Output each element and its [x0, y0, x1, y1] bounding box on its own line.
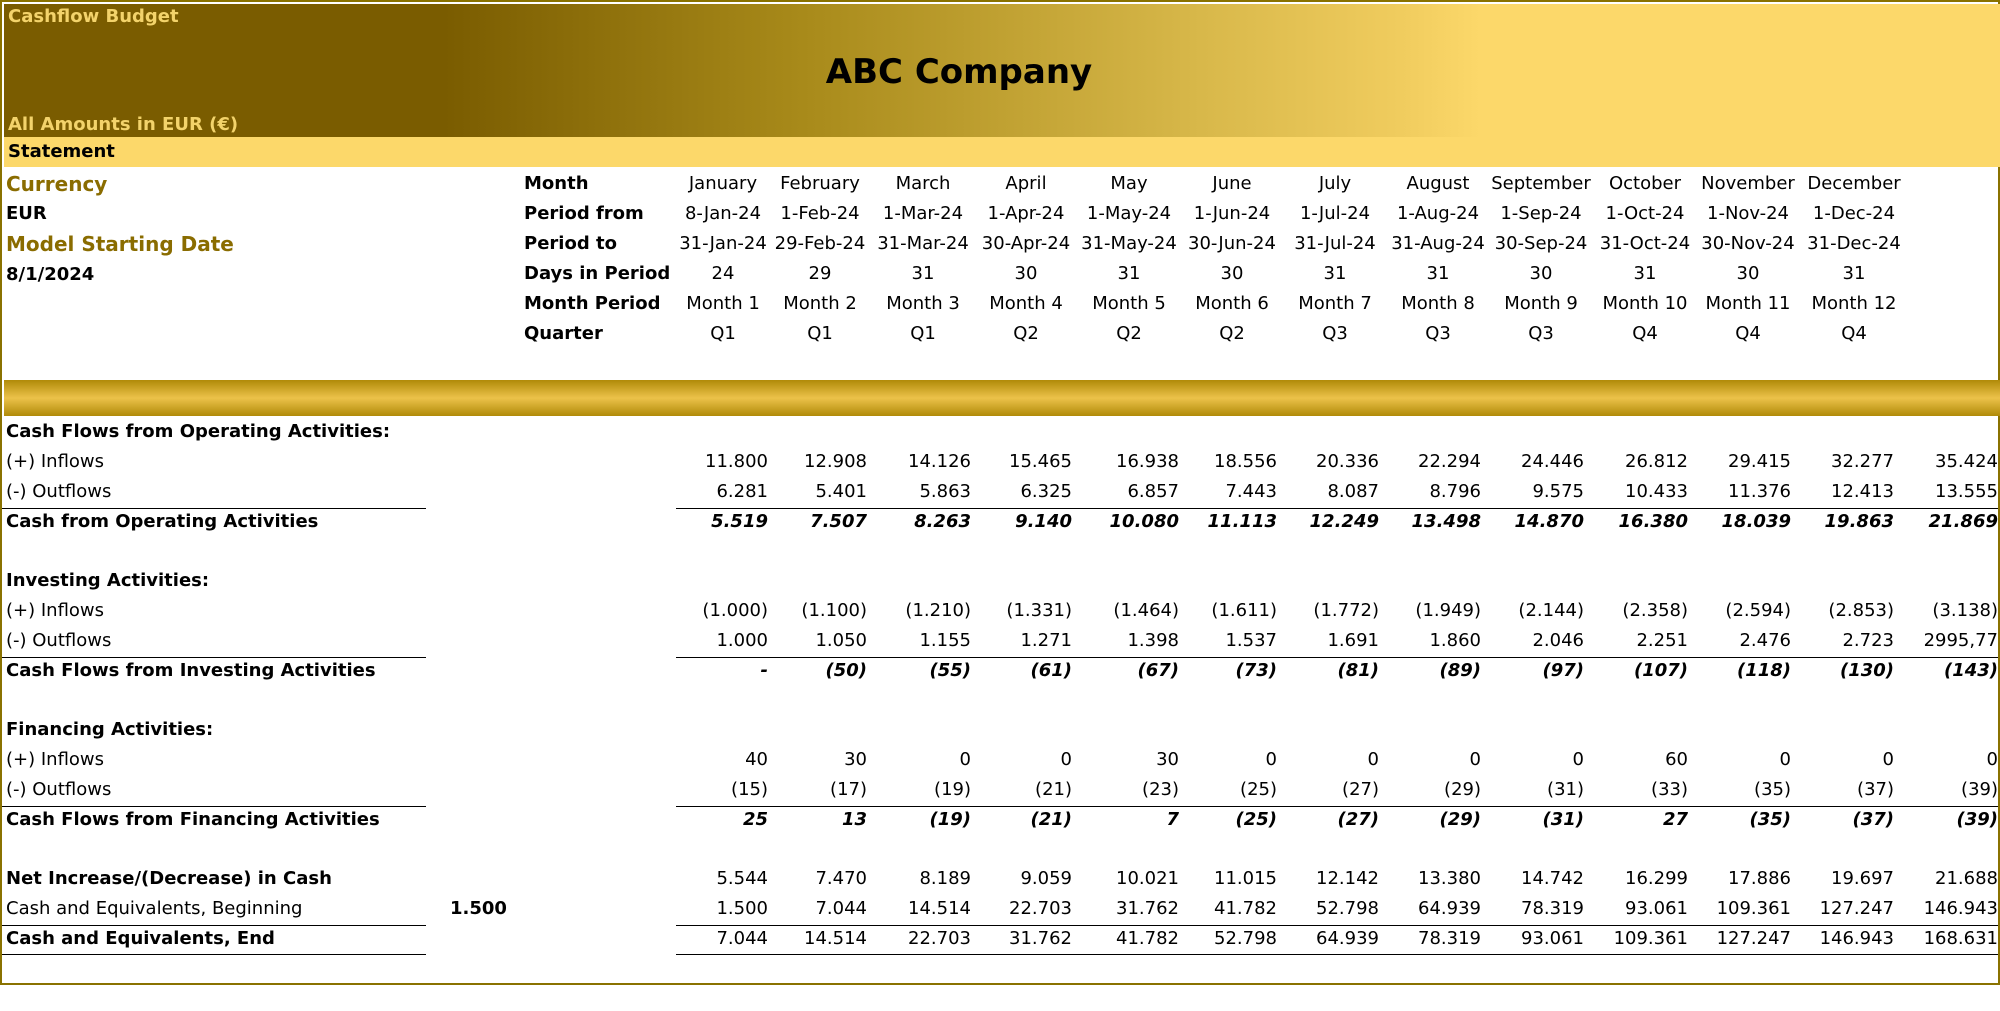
month-cell: August: [1406, 173, 1470, 194]
value-cell[interactable]: (143): [1943, 660, 1998, 681]
value-cell[interactable]: 60: [1665, 749, 1688, 770]
period-from-cell: 1-Jul-24: [1299, 203, 1371, 224]
value-cell[interactable]: 18.039: [1721, 511, 1791, 532]
value-cell[interactable]: 1.537: [1225, 630, 1277, 651]
quarter-cell: Q2: [1013, 323, 1039, 344]
value-cell[interactable]: 8.796: [1429, 481, 1481, 502]
value-cell[interactable]: 6.325: [1020, 481, 1072, 502]
value-cell[interactable]: 1.398: [1127, 630, 1179, 651]
quarter-cell: Q4: [1632, 323, 1658, 344]
value-cell[interactable]: 29.415: [1728, 451, 1791, 472]
value-cell[interactable]: 17.886: [1728, 868, 1791, 889]
value-cell[interactable]: 7.044: [716, 928, 768, 949]
value-cell[interactable]: (1.331): [1006, 600, 1072, 621]
value-cell[interactable]: 22.294: [1418, 451, 1481, 472]
value-cell[interactable]: 1.691: [1327, 630, 1379, 651]
value-cell[interactable]: (21): [1035, 779, 1072, 800]
quarter-cell: Q4: [1735, 323, 1761, 344]
days-in-period-cell: 31: [1117, 263, 1141, 284]
period-to-cell: 31-Dec-24: [1807, 233, 1901, 254]
value-cell[interactable]: 21.688: [1935, 868, 1998, 889]
value-cell[interactable]: 13.498: [1411, 511, 1481, 532]
total-rule: [676, 925, 1998, 926]
value-cell[interactable]: 22.703: [908, 928, 971, 949]
value-cell[interactable]: 9.140: [1015, 511, 1072, 532]
value-cell[interactable]: (73): [1235, 660, 1277, 681]
month-cell: December: [1807, 173, 1901, 194]
value-cell[interactable]: 8.189: [919, 868, 971, 889]
days-in-period-cell: 31: [1633, 263, 1657, 284]
period-from-cell: 8-Jan-24: [684, 203, 762, 224]
value-cell[interactable]: 30: [844, 749, 867, 770]
quarter-cell: Q1: [910, 323, 936, 344]
value-cell[interactable]: 10.433: [1625, 481, 1688, 502]
value-cell[interactable]: 6.857: [1127, 481, 1179, 502]
month-period-cell: Month 10: [1602, 293, 1688, 314]
value-cell[interactable]: (35): [1749, 809, 1791, 830]
value-cell[interactable]: 9.575: [1532, 481, 1584, 502]
company-name: ABC Company: [825, 52, 1093, 92]
period-to-cell: 30-Nov-24: [1701, 233, 1795, 254]
value-cell[interactable]: 31.762: [1009, 928, 1072, 949]
value-cell[interactable]: 0: [1986, 749, 1998, 770]
period-to-cell: 30-Apr-24: [981, 233, 1071, 254]
value-cell[interactable]: 8.263: [914, 511, 971, 532]
value-cell[interactable]: (25): [1235, 809, 1277, 830]
period-to-cell: 30-Sep-24: [1494, 233, 1588, 254]
row-label: Investing Activities:: [6, 570, 210, 591]
days-in-period-cell: 30: [1220, 263, 1244, 284]
month-cell: March: [895, 173, 951, 194]
value-cell[interactable]: 41.782: [1214, 898, 1277, 919]
value-cell[interactable]: (17): [830, 779, 867, 800]
value-cell[interactable]: (50): [825, 660, 867, 681]
month-cell: January: [688, 173, 758, 194]
value-cell[interactable]: 109.361: [1716, 898, 1791, 919]
total-rule: [676, 508, 1998, 509]
value-cell[interactable]: (1.949): [1415, 600, 1481, 621]
value-cell[interactable]: 31.762: [1116, 898, 1179, 919]
period-from-cell: 1-Mar-24: [882, 203, 964, 224]
value-cell[interactable]: (31): [1547, 779, 1584, 800]
total-rule: [2, 657, 426, 658]
month-period-cell: Month 7: [1298, 293, 1372, 314]
month-period-cell: Month 8: [1401, 293, 1475, 314]
value-cell[interactable]: (25): [1240, 779, 1277, 800]
statement-label: Statement: [4, 137, 2000, 167]
days-in-period-cell: 30: [1736, 263, 1760, 284]
header-label-month-period: Month Period: [524, 293, 661, 314]
value-cell[interactable]: 12.908: [804, 451, 867, 472]
value-cell[interactable]: (2.594): [1725, 600, 1791, 621]
period-to-cell: 29-Feb-24: [774, 233, 866, 254]
month-period-cell: Month 12: [1811, 293, 1897, 314]
value-cell[interactable]: 2.251: [1636, 630, 1688, 651]
value-cell[interactable]: (3.138): [1932, 600, 1998, 621]
days-in-period-cell: 30: [1529, 263, 1553, 284]
row-label: Cash and Equivalents, End: [6, 928, 275, 949]
value-cell[interactable]: 11.113: [1207, 511, 1277, 532]
value-cell[interactable]: 2.723: [1842, 630, 1894, 651]
header-label-month: Month: [524, 173, 589, 194]
value-cell[interactable]: 41.782: [1116, 928, 1179, 949]
value-cell[interactable]: 7.507: [810, 511, 867, 532]
value-cell[interactable]: 32.277: [1831, 451, 1894, 472]
currency-value[interactable]: EUR: [6, 203, 47, 224]
value-cell[interactable]: 168.631: [1923, 928, 1998, 949]
days-in-period-cell: 31: [1426, 263, 1450, 284]
value-cell[interactable]: 6.281: [716, 481, 768, 502]
days-in-period-cell: 31: [1323, 263, 1347, 284]
header-divider-bar: [4, 380, 2000, 416]
value-cell[interactable]: 1.050: [815, 630, 867, 651]
row-label: (-) Outflows: [6, 779, 112, 800]
value-cell[interactable]: 0: [1469, 749, 1481, 770]
month-period-cell: Month 6: [1195, 293, 1269, 314]
value-cell[interactable]: (1.100): [801, 600, 867, 621]
value-cell[interactable]: 24.446: [1521, 451, 1584, 472]
month-period-cell: Month 11: [1705, 293, 1791, 314]
quarter-cell: Q3: [1528, 323, 1554, 344]
row-label: (+) Inflows: [6, 451, 105, 472]
value-cell[interactable]: 0: [1882, 749, 1894, 770]
month-cell: October: [1608, 173, 1682, 194]
value-cell[interactable]: 13: [841, 809, 867, 830]
total-rule: [2, 806, 426, 807]
value-cell[interactable]: 9.059: [1020, 868, 1072, 889]
period-to-cell: 31-Aug-24: [1391, 233, 1485, 254]
days-in-period-cell: 24: [711, 263, 735, 284]
value-cell[interactable]: 22.703: [1009, 898, 1072, 919]
value-cell[interactable]: (19): [934, 779, 971, 800]
opening-balance[interactable]: 1.500: [450, 898, 507, 919]
period-from-cell: 1-Oct-24: [1605, 203, 1685, 224]
value-cell[interactable]: 7.470: [815, 868, 867, 889]
period-to-cell: 30-Jun-24: [1188, 233, 1276, 254]
value-cell[interactable]: (27): [1342, 779, 1379, 800]
row-label: Cash Flows from Operating Activities:: [6, 421, 391, 442]
value-cell[interactable]: (97): [1542, 660, 1584, 681]
value-cell[interactable]: (33): [1651, 779, 1688, 800]
value-cell[interactable]: 93.061: [1625, 898, 1688, 919]
row-label: Net Increase/(Decrease) in Cash: [6, 868, 332, 889]
row-label: Financing Activities:: [6, 719, 214, 740]
value-cell[interactable]: 11.800: [705, 451, 768, 472]
total-rule: [676, 657, 1998, 658]
value-cell[interactable]: (81): [1337, 660, 1379, 681]
value-cell[interactable]: 78.319: [1521, 898, 1584, 919]
value-cell[interactable]: (67): [1137, 660, 1179, 681]
value-cell[interactable]: 13.380: [1418, 868, 1481, 889]
value-cell[interactable]: 14.514: [908, 898, 971, 919]
value-cell[interactable]: 16.938: [1116, 451, 1179, 472]
value-cell[interactable]: 35.424: [1935, 451, 1998, 472]
period-to-cell: 31-Mar-24: [877, 233, 969, 254]
row-label: Cash from Operating Activities: [6, 511, 319, 532]
value-cell[interactable]: 20.336: [1316, 451, 1379, 472]
period-to-cell: 31-May-24: [1081, 233, 1177, 254]
value-cell[interactable]: (61): [1030, 660, 1072, 681]
value-cell[interactable]: (2.358): [1622, 600, 1688, 621]
row-label: (+) Inflows: [6, 600, 105, 621]
value-cell[interactable]: (39): [1956, 809, 1998, 830]
value-cell[interactable]: 10.080: [1109, 511, 1179, 532]
value-cell[interactable]: 1.860: [1429, 630, 1481, 651]
header-label-period-from: Period from: [524, 203, 644, 224]
row-label: (-) Outflows: [6, 630, 112, 651]
value-cell[interactable]: 146.943: [1819, 928, 1894, 949]
month-cell: April: [1005, 173, 1047, 194]
amounts-note: All Amounts in EUR (€): [8, 114, 239, 135]
value-cell[interactable]: (1.000): [702, 600, 768, 621]
quarter-cell: Q4: [1841, 323, 1867, 344]
quarter-cell: Q3: [1322, 323, 1348, 344]
value-cell[interactable]: (37): [1852, 809, 1894, 830]
period-from-cell: 1-Apr-24: [987, 203, 1065, 224]
value-cell[interactable]: 19.697: [1831, 868, 1894, 889]
value-cell[interactable]: 13.555: [1935, 481, 1998, 502]
total-rule: [676, 806, 1998, 807]
value-cell[interactable]: 109.361: [1613, 928, 1688, 949]
month-period-cell: Month 4: [989, 293, 1063, 314]
value-cell[interactable]: 1.271: [1020, 630, 1072, 651]
value-cell[interactable]: 0: [1572, 749, 1584, 770]
value-cell[interactable]: 16.299: [1625, 868, 1688, 889]
value-cell[interactable]: -: [760, 660, 768, 681]
value-cell[interactable]: 0: [959, 749, 971, 770]
month-period-cell: Month 3: [886, 293, 960, 314]
period-from-cell: 1-May-24: [1086, 203, 1172, 224]
value-cell[interactable]: 0: [1367, 749, 1379, 770]
value-cell[interactable]: 93.061: [1521, 928, 1584, 949]
value-cell[interactable]: 11.376: [1728, 481, 1791, 502]
value-cell[interactable]: (1.772): [1313, 600, 1379, 621]
period-from-cell: 1-Sep-24: [1500, 203, 1582, 224]
value-cell[interactable]: 12.413: [1831, 481, 1894, 502]
value-cell[interactable]: 14.514: [804, 928, 867, 949]
value-cell[interactable]: 64.939: [1316, 928, 1379, 949]
value-cell[interactable]: 7.044: [815, 898, 867, 919]
value-cell[interactable]: (130): [1839, 660, 1894, 681]
value-cell[interactable]: 1.500: [716, 898, 768, 919]
period-from-cell: 1-Aug-24: [1396, 203, 1480, 224]
value-cell[interactable]: 30: [1156, 749, 1179, 770]
value-cell[interactable]: (21): [1030, 809, 1072, 830]
value-cell[interactable]: (118): [1736, 660, 1791, 681]
month-cell: November: [1701, 173, 1795, 194]
period-to-cell: 31-Jan-24: [679, 233, 767, 254]
value-cell[interactable]: 14.870: [1514, 511, 1584, 532]
end-rule: [2, 954, 426, 955]
value-cell[interactable]: 7: [1166, 809, 1179, 830]
month-cell: June: [1212, 173, 1252, 194]
value-cell[interactable]: 5.401: [815, 481, 867, 502]
header-label-period-to: Period to: [524, 233, 617, 254]
value-cell[interactable]: 12.249: [1309, 511, 1379, 532]
row-label: (+) Inflows: [6, 749, 105, 770]
row-label: Cash and Equivalents, Beginning: [6, 898, 303, 919]
value-cell[interactable]: 2995,77: [1923, 630, 1998, 651]
period-to-cell: 31-Jul-24: [1294, 233, 1376, 254]
month-cell: September: [1491, 173, 1591, 194]
month-period-cell: Month 5: [1092, 293, 1166, 314]
value-cell[interactable]: (15): [731, 779, 768, 800]
quarter-cell: Q1: [807, 323, 833, 344]
value-cell[interactable]: 78.319: [1418, 928, 1481, 949]
value-cell[interactable]: 52.798: [1214, 928, 1277, 949]
month-period-cell: Month 9: [1504, 293, 1578, 314]
month-cell: July: [1318, 173, 1352, 194]
value-cell[interactable]: (29): [1439, 809, 1481, 830]
model-start-label: Model Starting Date: [6, 232, 234, 256]
value-cell[interactable]: 8.087: [1327, 481, 1379, 502]
value-cell[interactable]: (55): [929, 660, 971, 681]
quarter-cell: Q1: [710, 323, 736, 344]
value-cell[interactable]: (19): [929, 809, 971, 830]
value-cell[interactable]: (107): [1633, 660, 1688, 681]
month-cell: February: [780, 173, 860, 194]
value-cell[interactable]: (1.210): [905, 600, 971, 621]
value-cell[interactable]: 21.869: [1928, 511, 1998, 532]
value-cell[interactable]: (37): [1857, 779, 1894, 800]
value-cell[interactable]: 25: [742, 809, 768, 830]
value-cell[interactable]: (1.611): [1211, 600, 1277, 621]
value-cell[interactable]: 14.742: [1521, 868, 1584, 889]
value-cell[interactable]: 16.380: [1618, 511, 1688, 532]
value-cell[interactable]: 19.863: [1824, 511, 1894, 532]
end-rule: [676, 954, 1998, 955]
value-cell[interactable]: 5.863: [919, 481, 971, 502]
value-cell[interactable]: 27: [1662, 809, 1688, 830]
period-to-cell: 31-Oct-24: [1599, 233, 1691, 254]
value-cell[interactable]: 0: [1779, 749, 1791, 770]
period-from-cell: 1-Feb-24: [780, 203, 860, 224]
value-cell[interactable]: 11.015: [1214, 868, 1277, 889]
report-type: Cashflow Budget: [8, 6, 179, 27]
value-cell[interactable]: (23): [1142, 779, 1179, 800]
row-label: Cash Flows from Financing Activities: [6, 809, 380, 830]
value-cell[interactable]: 5.519: [711, 511, 768, 532]
value-cell[interactable]: 1.000: [716, 630, 768, 651]
month-cell: May: [1110, 173, 1148, 194]
days-in-period-cell: 31: [911, 263, 935, 284]
month-period-cell: Month 2: [783, 293, 857, 314]
row-label: Cash Flows from Investing Activities: [6, 660, 376, 681]
value-cell[interactable]: 18.556: [1214, 451, 1277, 472]
total-rule: [2, 925, 426, 926]
value-cell[interactable]: (39): [1961, 779, 1998, 800]
value-cell[interactable]: (89): [1439, 660, 1481, 681]
value-cell[interactable]: 127.247: [1819, 898, 1894, 919]
value-cell[interactable]: 40: [745, 749, 768, 770]
period-from-cell: 1-Nov-24: [1707, 203, 1789, 224]
days-in-period-cell: 30: [1014, 263, 1038, 284]
value-cell[interactable]: (29): [1444, 779, 1481, 800]
value-cell[interactable]: 52.798: [1316, 898, 1379, 919]
value-cell[interactable]: 1.155: [919, 630, 971, 651]
value-cell[interactable]: (31): [1542, 809, 1584, 830]
value-cell[interactable]: 26.812: [1625, 451, 1688, 472]
value-cell[interactable]: (1.464): [1113, 600, 1179, 621]
row-label: (-) Outflows: [6, 481, 112, 502]
value-cell[interactable]: 14.126: [908, 451, 971, 472]
model-start-value[interactable]: 8/1/2024: [6, 264, 95, 285]
month-period-cell: Month 1: [686, 293, 760, 314]
value-cell[interactable]: (27): [1337, 809, 1379, 830]
header-label-quarter: Quarter: [524, 323, 603, 344]
title-banner: [4, 4, 2000, 137]
value-cell[interactable]: 15.465: [1009, 451, 1072, 472]
value-cell[interactable]: 2.046: [1532, 630, 1584, 651]
value-cell[interactable]: 146.943: [1923, 898, 1998, 919]
value-cell[interactable]: 64.939: [1418, 898, 1481, 919]
quarter-cell: Q2: [1116, 323, 1142, 344]
value-cell[interactable]: (2.853): [1828, 600, 1894, 621]
value-cell[interactable]: 10.021: [1116, 868, 1179, 889]
total-rule: [2, 508, 426, 509]
quarter-cell: Q3: [1425, 323, 1451, 344]
value-cell[interactable]: 5.544: [716, 868, 768, 889]
value-cell[interactable]: 0: [1060, 749, 1072, 770]
currency-label: Currency: [6, 172, 108, 196]
days-in-period-cell: 31: [1842, 263, 1866, 284]
value-cell[interactable]: 12.142: [1316, 868, 1379, 889]
value-cell[interactable]: (35): [1754, 779, 1791, 800]
value-cell[interactable]: 0: [1265, 749, 1277, 770]
days-in-period-cell: 29: [808, 263, 832, 284]
value-cell[interactable]: 7.443: [1225, 481, 1277, 502]
value-cell[interactable]: (2.144): [1518, 600, 1584, 621]
period-from-cell: 1-Jun-24: [1193, 203, 1271, 224]
period-from-cell: 1-Dec-24: [1812, 203, 1896, 224]
header-label-days-in-period: Days in Period: [524, 263, 671, 284]
value-cell[interactable]: 127.247: [1716, 928, 1791, 949]
value-cell[interactable]: 2.476: [1739, 630, 1791, 651]
quarter-cell: Q2: [1219, 323, 1245, 344]
